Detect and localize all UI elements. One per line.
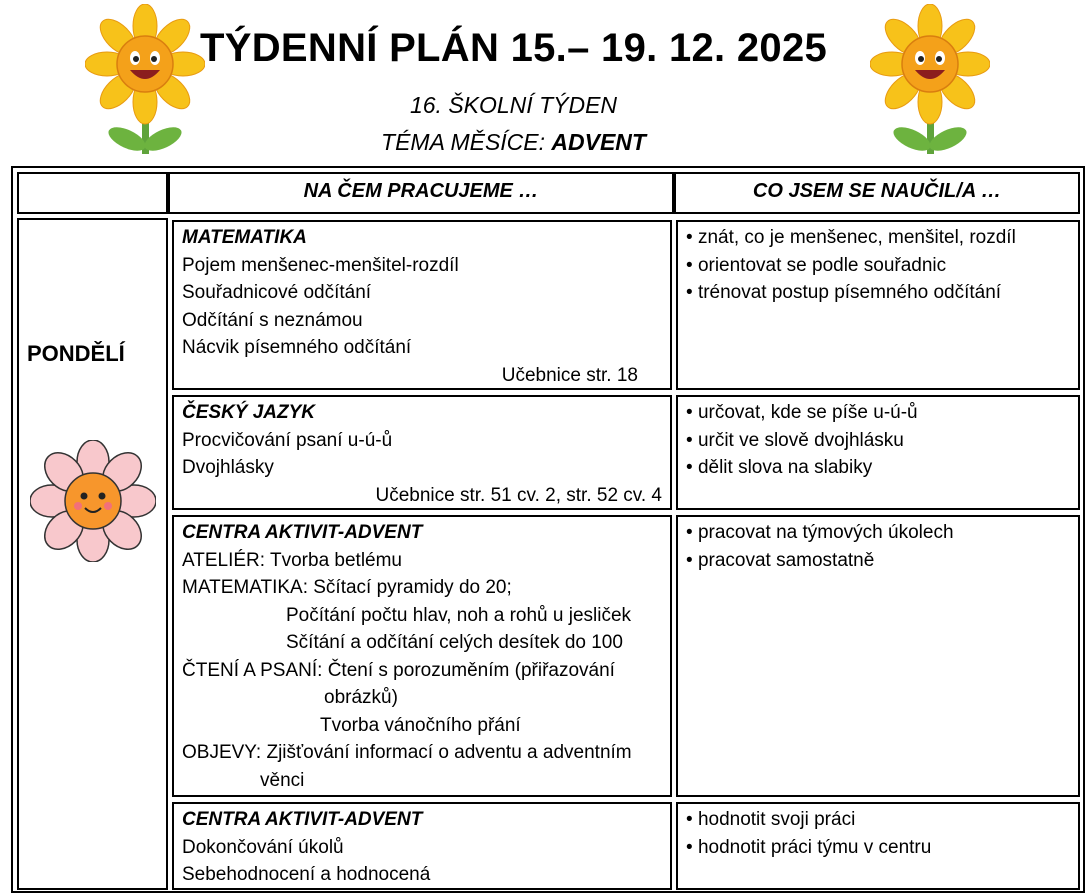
- theme-prefix: TÉMA MĚSÍCE:: [381, 129, 552, 155]
- learned-item: • hodnotit práci týmu v centru: [686, 834, 1070, 862]
- col-header-work: NA ČEM PRACUJEME …: [168, 172, 674, 214]
- textbook-ref: Učebnice str. 51 cv. 2, str. 52 cv. 4: [375, 484, 662, 506]
- work-line: MATEMATIKA: Sčítací pyramidy do 20;: [182, 577, 512, 598]
- month-theme: [0, 129, 1057, 156]
- work-line: Souřadnicové odčítání: [182, 282, 372, 303]
- learned-cell-czech: [676, 395, 1080, 510]
- theme-value: ADVENT: [551, 129, 646, 155]
- work-line: Sebehodnocení a hodnocená: [182, 864, 431, 885]
- work-cell-activity-centers: [172, 515, 672, 797]
- col-header-learned: CO JSEM SE NAUČIL/A …: [674, 172, 1080, 214]
- work-line: Nácvik písemného odčítání: [182, 337, 412, 358]
- work-cell-math: [172, 220, 672, 390]
- learned-item: • určit ve slově dvojhlásku: [686, 427, 1070, 455]
- learned-item: • pracovat na týmových úkolech: [686, 519, 1070, 547]
- header-corner: [17, 172, 168, 214]
- learned-item: • pracovat samostatně: [686, 547, 1070, 575]
- work-line: Dokončování úkolů: [182, 836, 344, 858]
- work-line: Odčítání s neznámou: [182, 309, 363, 331]
- school-week: 16. ŠKOLNÍ TÝDEN: [409, 92, 618, 118]
- learned-cell-math: [676, 220, 1080, 390]
- learned-cell-activity-centers: [676, 515, 1080, 797]
- learned-item: • orientovat se podle souřadnic: [686, 252, 1070, 280]
- learned-item: • trénovat postup písemného odčítání: [686, 279, 1070, 307]
- work-line: Pojem menšenec-menšitel-rozdíl: [182, 254, 459, 276]
- work-line: Procvičování psaní u-ú-ů: [182, 429, 393, 451]
- work-line: Dvojhlásky: [182, 457, 274, 478]
- work-line: ATELIÉR: Tvorba betlému: [182, 549, 403, 571]
- textbook-ref: Učebnice str. 18: [501, 364, 638, 386]
- subject-title: CENTRA AKTIVIT-ADVENT: [182, 522, 423, 543]
- pink-flower-icon: [30, 440, 156, 562]
- learned-cell-evaluation: [676, 802, 1080, 890]
- subject-title: MATEMATIKA: [182, 227, 307, 248]
- work-line: OBJEVY: Zjišťování informací o adventu a adventním: [182, 742, 632, 763]
- learned-item: • dělit slova na slabiky: [686, 454, 1070, 482]
- work-line: věnci: [260, 769, 305, 791]
- learned-item: • znát, co je menšenec, menšitel, rozdíl: [686, 224, 1070, 252]
- page-title: TÝDENNÍ PLÁN 15.– 19. 12. 2025: [200, 26, 828, 70]
- work-cell-czech: [172, 395, 672, 510]
- work-line: obrázků): [324, 687, 398, 708]
- work-line: Tvorba vánočního přání: [320, 714, 521, 736]
- learned-item: • hodnotit svoji práci: [686, 806, 1070, 834]
- work-cell-evaluation: [172, 802, 672, 890]
- work-line: Počítání počtu hlav, noh a rohů u jesliček: [286, 604, 632, 626]
- work-line: ČTENÍ A PSANÍ: Čtení s porozuměním (přiřazování: [182, 659, 615, 681]
- work-line: Sčítání a odčítání celých desítek do 100: [286, 632, 623, 653]
- day-label: PONDĚLÍ: [27, 341, 125, 366]
- subject-title: CENTRA AKTIVIT-ADVENT: [182, 809, 423, 830]
- learned-item: • určovat, kde se píše u-ú-ů: [686, 399, 1070, 427]
- subject-title: ČESKÝ JAZYK: [182, 402, 316, 423]
